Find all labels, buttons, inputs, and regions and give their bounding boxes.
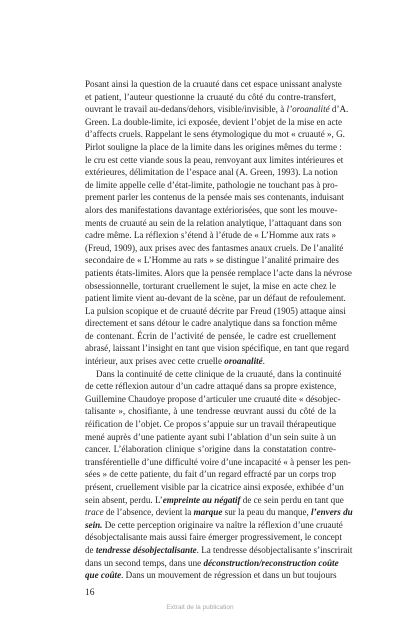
text-line — [85, 368, 342, 381]
text-line — [85, 468, 336, 481]
text-segment: réification de l’objet. Ce propos s’appuie sur un travail thérapeutique — [85, 419, 337, 430]
text-segment: d’affects cruels. Rappelant le sens étymologique du mot « cruauté », G. — [85, 129, 345, 140]
emphasis-text: marque — [193, 507, 223, 518]
emphasis-text: trace — [85, 507, 104, 518]
text-segment: et patient, l’auteur questionne la cruauté du côté du contre-transfert, — [85, 91, 336, 102]
text-segment: transférentielle d’une difficulté voire d’une incapacité « à penser les pen- — [85, 456, 351, 467]
text-segment: Posant ainsi la question de la cruauté dans cet espace unissant analyste — [85, 79, 342, 89]
text-segment: obsessionnelle, torturant cruellement le sujet, la mise en acte chez le — [85, 280, 336, 291]
text-segment: Dans la continuité de cette clinique de la cruauté, dans la continuité — [96, 368, 342, 379]
text-segment: extérieures, délimitation de l’espace anal (A. Green, 1993). La notion — [85, 167, 338, 178]
text-line — [85, 229, 336, 242]
text-segment: sées » de cette patiente, du fait d’un regard effracté par un corps trop — [85, 469, 336, 480]
text-line — [85, 330, 336, 343]
text-segment: présent, cruellement visible par la cicatrice ainsi exposée, exhibée d’un — [85, 482, 344, 492]
text-segment: prement parler les contenus de la pensée mais ses contenants, induisant — [85, 192, 344, 203]
text-line — [85, 380, 336, 393]
text-line — [85, 179, 336, 192]
text-segment: secondaire de « L’Homme au rats » se distingue l’analité primaire des — [85, 255, 339, 266]
text-segment: dans un second temps, dans une — [85, 557, 204, 568]
text-segment: . Dans un mouvement de régression et dans un but toujours — [121, 570, 337, 581]
text-segment: ments de cruauté au sein de la relation analytique, l’attaquant dans son — [85, 217, 342, 228]
emphasis-text: l’envers du — [311, 507, 353, 518]
text-line — [85, 519, 343, 532]
emphasis-text: tendresse désobjectalisante — [95, 544, 197, 555]
text-segment: . La tendresse désobjectalisante s’inscrirait — [196, 544, 353, 555]
text-line — [85, 481, 344, 494]
text-line — [85, 292, 346, 305]
text-line — [85, 191, 344, 204]
text-segment: intérieur, aux prises avec cette cruelle — [85, 356, 225, 367]
text-segment: De cette perception originaire va naître la réflexion d’une cruauté — [102, 519, 343, 530]
text-line — [85, 204, 336, 217]
text-segment: sur la peau du manque, — [222, 507, 312, 518]
text-line — [85, 342, 349, 355]
text-line — [85, 242, 344, 255]
text-line — [85, 254, 339, 267]
text-line — [85, 393, 341, 406]
text-line — [85, 305, 346, 318]
text-line — [85, 531, 342, 544]
text-line — [85, 128, 345, 141]
emphasis-text: l’oroanalité — [286, 104, 330, 115]
page-body — [85, 78, 353, 582]
page-number: 16 — [85, 588, 95, 598]
text-line — [85, 443, 336, 456]
text-segment: désobjectalisante mais aussi faire émerger progressivement, le concept — [85, 532, 342, 543]
text-segment: alors des manifestations davantage extériorisées, que sont les mouve- — [85, 204, 338, 215]
text-line — [85, 431, 336, 444]
text-line — [85, 557, 339, 570]
text-segment: de contenant. Écrin de l’activité de pensée, le cadre est cruellement — [85, 330, 336, 341]
text-line — [85, 78, 342, 91]
text-segment: mené auprès d’une patiente ayant subi l’ablation d’un sein suite à un — [85, 431, 336, 442]
text-segment: Green. La double-limite, ici exposée, devient l’objet de la mise en acte — [85, 116, 343, 127]
text-segment: abrasé, laissant l’insight en tant que vision spécifique, en tant que regard — [85, 343, 349, 354]
text-segment: sein absent, perdu. L’ — [85, 494, 163, 505]
text-segment: Pirlot souligne la place de la limite dans les origines mêmes du terme : — [85, 141, 342, 152]
text-line — [85, 154, 344, 167]
text-line — [85, 166, 336, 179]
text-line — [85, 267, 352, 280]
text-line — [85, 355, 336, 368]
text-line — [85, 405, 336, 418]
text-line — [85, 116, 343, 129]
text-segment: directement et sans détour le cadre analytique dans sa fonction même — [85, 318, 338, 329]
emphasis-text: oroanalité — [224, 356, 263, 367]
publication-footer: Extrait de la publication — [166, 604, 234, 611]
text-line — [85, 494, 344, 507]
text-segment: de ce sein perdu en tant que — [240, 494, 344, 505]
text-segment: ouvrant le travail au-dedans/dehors, visible/invisible, à — [85, 104, 287, 115]
emphasis-text: que coûte — [85, 570, 122, 581]
text-segment: de — [85, 544, 96, 555]
text-line — [85, 569, 336, 582]
text-segment: Guillemine Chaudoye propose d’articuler une cruauté dite « désobjec- — [85, 393, 341, 404]
text-line — [85, 141, 342, 154]
text-segment: patients états-limites. Alors que la pensée remplace l’acte dans la névrose — [85, 267, 352, 278]
text-line — [85, 103, 349, 116]
text-segment: cancer. L’élaboration clinique s’origine dans la constatation contre- — [85, 444, 336, 455]
text-segment: de limite appelle celle d’état-limite, pathologie ne touchant pas à pro- — [85, 179, 338, 190]
text-line — [85, 456, 351, 469]
text-segment: d’A. — [329, 104, 349, 115]
text-line — [85, 280, 336, 293]
emphasis-text: déconstruction/reconstruction coûte — [203, 557, 339, 568]
text-line — [85, 506, 353, 519]
text-segment: le cru est cette viande sous la peau, renvoyant aux limites intérieures et — [85, 154, 344, 165]
text-segment: . — [262, 356, 265, 367]
text-line — [85, 418, 336, 431]
text-line — [85, 91, 336, 104]
text-segment: patient limite vient au-devant de la scène, par un défaut de refoulement. — [85, 293, 346, 304]
text-line — [85, 217, 342, 230]
text-segment: cadre même. La réflexion s’étend à l’étude de « L’Homme aux rats » — [85, 230, 336, 241]
emphasis-text: empreinte au négatif — [162, 494, 241, 505]
text-segment: de cette réflexion autour d’un cadre attaqué dans sa propre existence, — [85, 381, 337, 392]
text-segment: La pulsion scopique et de cruauté décrite par Freud (1905) attaque ainsi — [85, 305, 346, 316]
text-line — [85, 544, 353, 557]
text-segment: talisante », chosifiante, à une tendresse œuvrant aussi du côté de la — [85, 406, 336, 417]
text-line — [85, 317, 336, 330]
emphasis-text: sein. — [85, 519, 103, 530]
text-segment: (Freud, 1909), aux prises avec des fantasmes anaux cruels. De l’analité — [85, 242, 344, 253]
text-segment: de l’absence, devient la — [103, 507, 194, 518]
